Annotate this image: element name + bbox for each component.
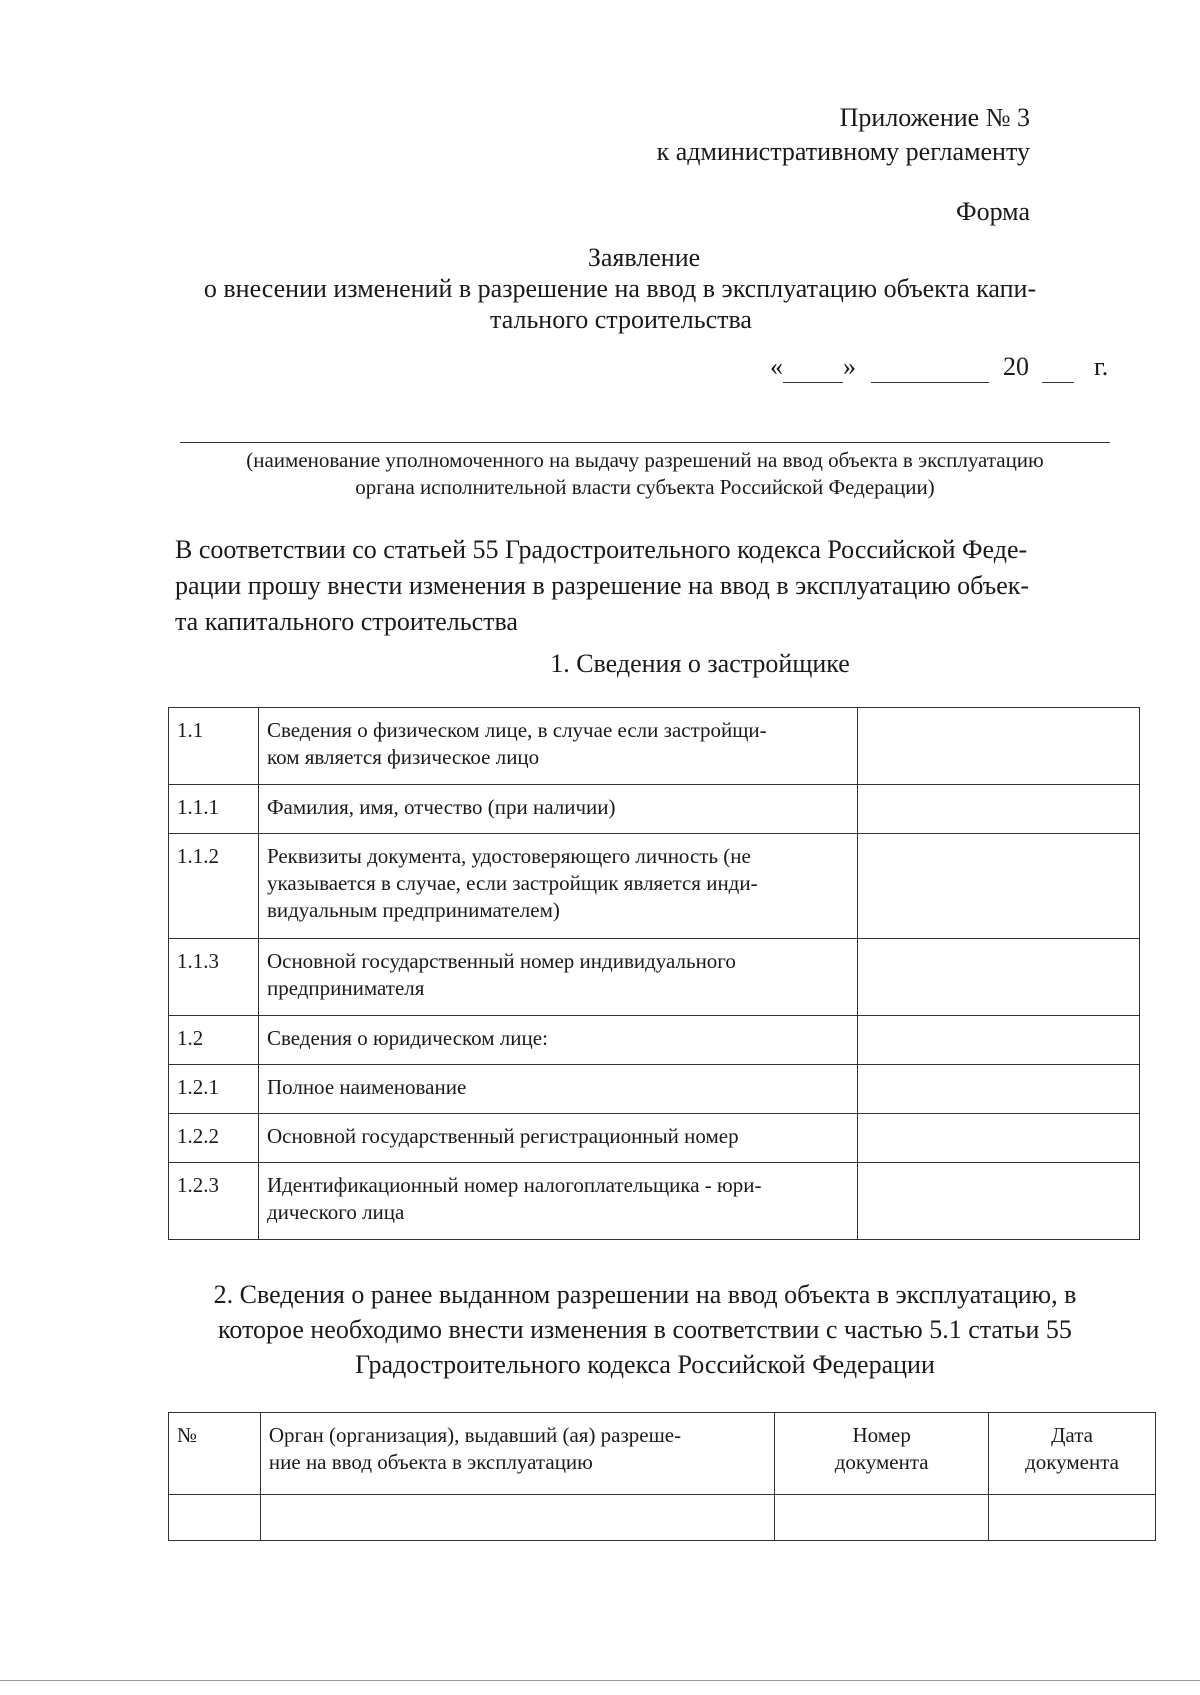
row-label: Основной государственный регистрационный номер — [258, 1114, 857, 1163]
row-value-field[interactable] — [858, 708, 1140, 785]
table-row — [169, 708, 1140, 785]
intro-line-2: рации прошу внести изменения в разрешение на ввод в эксплуатацию объек- — [175, 571, 1030, 600]
row-label: Основной государственный номер индивидуального предпринимателя — [258, 939, 857, 1016]
section2-title-line-3: Градостроительного кодекса Российской Федерации — [355, 1350, 935, 1379]
scan-edge-line — [0, 1680, 1200, 1681]
section2-title-line-1: 2. Сведения о ранее выданном разрешении на ввод объекта в эксплуатацию, в — [213, 1280, 1077, 1309]
row-number: 1.1.1 — [169, 785, 259, 834]
table-header-row — [169, 1413, 1156, 1495]
document-title — [0, 243, 1200, 335]
date-close-quote: » — [843, 352, 856, 381]
row-value-field[interactable] — [858, 785, 1140, 834]
authority-blank-line[interactable] — [180, 442, 1110, 443]
row-value-field[interactable] — [858, 1163, 1140, 1240]
table-row — [169, 785, 1140, 834]
table-row — [169, 1016, 1140, 1065]
authority-caption-line-1: (наименование уполномоченного на выдачу разрешений на ввод объекта в эксплуатацию — [246, 448, 1044, 472]
row-value-field[interactable] — [858, 834, 1140, 939]
header-document-date: Дата документа — [989, 1413, 1156, 1495]
title-line-1: Заявление — [587, 243, 701, 272]
cell-number-field[interactable] — [169, 1495, 261, 1541]
table-row — [169, 1114, 1140, 1163]
appendix-label: Приложение № 3 — [839, 103, 1030, 132]
row-number: 1.2.2 — [169, 1114, 259, 1163]
date-day-blank[interactable] — [783, 352, 843, 383]
row-number: 1.1.2 — [169, 834, 259, 939]
row-value-field[interactable] — [858, 1065, 1140, 1114]
row-value-field[interactable] — [858, 939, 1140, 1016]
date-suffix: г. — [1094, 352, 1109, 381]
date-month-blank[interactable] — [871, 352, 989, 383]
row-label: Полное наименование — [258, 1065, 857, 1114]
header-organ: Орган (организация), выдавший (ая) разреше- ние на ввод объекта в эксплуатацию — [260, 1413, 774, 1495]
row-value-field[interactable] — [858, 1114, 1140, 1163]
row-label: Реквизиты документа, удостоверяющего личность (не указывается в случае, если застройщик является инди- видуальным предпринимателем) — [258, 834, 857, 939]
authority-caption-line-2: органа исполнительной власти субъекта Российской Федерации) — [355, 475, 935, 499]
title-line-2: о внесении изменений в разрешение на ввод в эксплуатацию объекта капи- — [203, 274, 1037, 303]
section2-title — [175, 1277, 1115, 1382]
intro-paragraph — [175, 532, 1029, 640]
table-row — [169, 939, 1140, 1016]
date-open-quote: « — [770, 352, 783, 381]
date-line — [770, 352, 1108, 383]
row-number: 1.2.1 — [169, 1065, 259, 1114]
row-label: Идентификационный номер налогоплательщика - юри- дического лица — [258, 1163, 857, 1240]
date-century: 20 — [1003, 352, 1029, 381]
regulation-label: к административному регламенту — [656, 137, 1030, 166]
header-number: № — [169, 1413, 261, 1495]
row-label: Сведения о юридическом лице: — [258, 1016, 857, 1065]
intro-line-1: В соответствии со статьей 55 Градостроительного кодекса Российской Феде- — [175, 535, 1028, 564]
table-row — [169, 1065, 1140, 1114]
intro-line-3: та капитального строительства — [175, 607, 518, 636]
previous-permit-table — [168, 1412, 1156, 1541]
form-label: Форма — [956, 197, 1030, 226]
row-number: 1.1 — [169, 708, 259, 785]
title-line-3: тального строительства — [490, 305, 752, 334]
cell-document-date-field[interactable] — [989, 1495, 1156, 1541]
section1-title: 1. Сведения о застройщике — [550, 649, 850, 678]
cell-organ-field[interactable] — [260, 1495, 774, 1541]
table-row — [169, 1163, 1140, 1240]
section2-title-line-2: которое необходимо внести изменения в соответствии с частью 5.1 статьи 55 — [218, 1315, 1072, 1344]
row-number: 1.1.3 — [169, 939, 259, 1016]
authority-caption — [180, 447, 1110, 501]
cell-document-number-field[interactable] — [775, 1495, 989, 1541]
row-value-field[interactable] — [858, 1016, 1140, 1065]
row-label: Фамилия, имя, отчество (при наличии) — [258, 785, 857, 834]
date-year-blank[interactable] — [1042, 352, 1074, 383]
table-row — [169, 834, 1140, 939]
row-number: 1.2.3 — [169, 1163, 259, 1240]
header-document-number: Номер документа — [775, 1413, 989, 1495]
row-label: Сведения о физическом лице, в случае если застройщи- ком является физическое лицо — [258, 708, 857, 785]
table-row — [169, 1495, 1156, 1541]
developer-info-table — [168, 707, 1140, 1240]
row-number: 1.2 — [169, 1016, 259, 1065]
